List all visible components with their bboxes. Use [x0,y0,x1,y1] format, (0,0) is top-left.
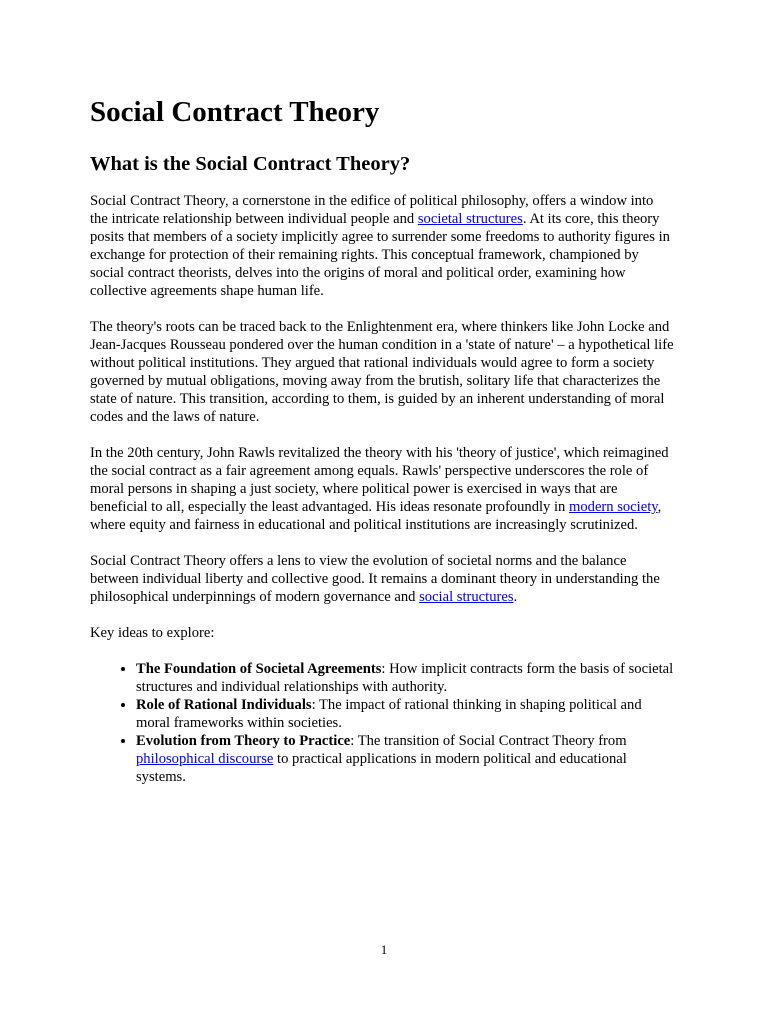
paragraph-text: , where equity and fairness in educational and political institutions are increasingly scrutinized. [90,499,662,533]
list-item [136,660,674,696]
paragraph-text: Social Contract Theory offers a lens to view the evolution of societal norms and the balance between individual liberty and collective good. It remains a dominant theory in understanding the philosophical underpinnings of modern governance and [90,553,660,605]
list-item-title: Evolution from Theory to Practice [136,733,351,749]
document-page [90,92,674,786]
paragraph-text: . [513,589,518,605]
page-title: Social Contract Theory [90,96,380,128]
list-item-text: : The transition of Social Contract Theory from [350,733,627,749]
list-item-title: The Foundation of Societal Agreements [136,661,382,677]
link-social-structures[interactable]: social structures [419,589,514,605]
list-item-text: : How implicit contracts form the basis of societal structures and individual relationships with authority. [136,661,674,695]
paragraph-lens [90,552,674,606]
paragraph-rawls [90,444,674,534]
paragraph-text: Social Contract Theory, a cornerstone in the edifice of political philosophy, offers a window into the intricate relationship between individual people and [90,193,654,227]
paragraph-roots: The theory's roots can be traced back to the Enlightenment era, where thinkers like John Locke and Jean-Jacques Rousseau pondered over the human condition in a 'state of nature' – a hypothetical life without political institutions. They argued that rational individuals would agree to form a society governed by mutual obligations, moving away from the brutish, solitary life that characterizes the state of nature. This transition, according to them, is guided by an inherent understanding of moral codes and the laws of nature. [90,319,674,425]
page-number: 1 [380,942,388,957]
list-item [136,696,674,732]
paragraph-text: . At its core, this theory posits that members of a society implicitly agree to surrender some freedoms to authority figures in exchange for protection of their remaining rights. This conceptual framework, championed by social contract theorists, delves into the origins of moral and political order, examining how collective agreements shape human life. [90,211,670,299]
section-heading: What is the Social Contract Theory? [90,153,411,175]
link-modern-society[interactable]: modern society [569,499,658,515]
paragraph-text: In the 20th century, John Rawls revitalized the theory with his 'theory of justice', which reimagined the social contract as a fair agreement among equals. Rawls' perspective underscores the role of moral persons in shaping a just society, where political power is exercised in ways that are beneficial to all, especially the least advantaged. His ideas resonate profoundly in [90,445,669,515]
list-item [136,732,674,786]
key-ideas-intro: Key ideas to explore: [90,625,215,641]
link-societal-structures[interactable]: societal structures [417,211,523,227]
paragraph-intro [90,192,674,300]
link-philosophical-discourse[interactable]: philosophical discourse [136,751,274,767]
list-item-text: : The impact of rational thinking in shaping political and moral frameworks within societies. [136,697,642,731]
list-item-text: to practical applications in modern political and educational systems. [136,751,627,785]
key-ideas-list [90,660,674,786]
list-item-title: Role of Rational Individuals [136,697,312,713]
